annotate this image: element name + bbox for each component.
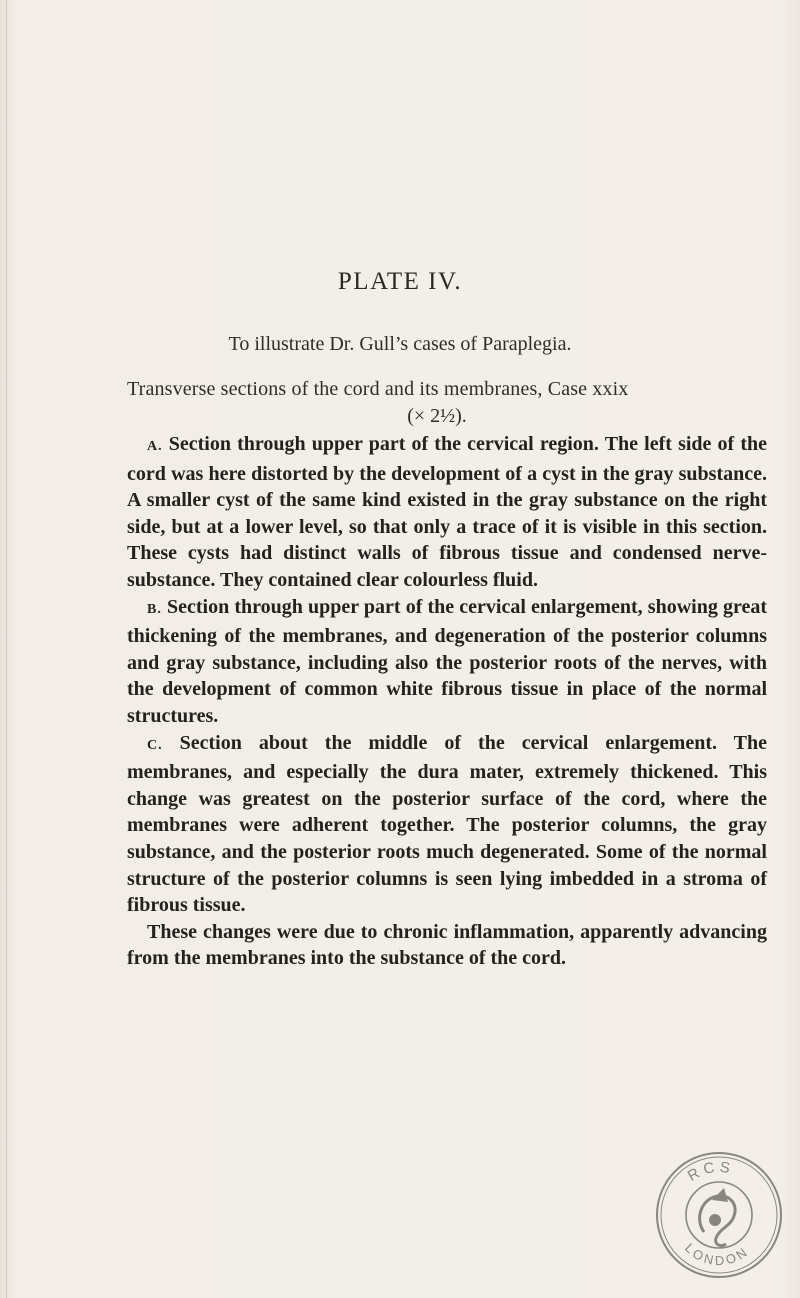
intro-line-2: (× 2½). xyxy=(407,405,467,427)
plate-description xyxy=(127,431,767,972)
stamp-bottom-text: LONDON xyxy=(682,1240,752,1269)
intro-line-1: Transverse sections of the cord and its membranes, Case xxix xyxy=(127,378,629,400)
paragraph-conclusion xyxy=(127,919,767,972)
paragraph-b xyxy=(127,594,767,730)
paragraph-c xyxy=(127,730,767,919)
paragraph-label: A. xyxy=(147,439,163,454)
paragraph-text: These changes were due to chronic inflammation, apparently advancing from the membranes into the substance of the cord. xyxy=(127,920,767,970)
paragraph-label: B. xyxy=(147,601,162,617)
intro-text xyxy=(127,376,767,430)
paragraph-text: Section through upper part of the cervical region. The left side of the cord was here distorted by the development of a cyst in the gray substance. A smaller cyst of the same kind existed in the gray substance on the right side, but at a lower level, so that only a trace of it is visible in this section. These cysts had distinct walls of fibrous tissue and condensed nerve-substance. They contained clear colourless fluid. xyxy=(127,433,767,591)
plate-title: PLATE IV. xyxy=(337,268,463,295)
binding-edge xyxy=(6,0,7,1298)
paragraph-text: Section about the middle of the cervical enlargement. The membranes, and especially the dura mater, extremely thickened. This change was greatest on the posterior surface of the cord, where the membranes were adherent together. The posterior columns, the gray substance, and the posterior roots much degenerated. Some of the normal structure of the posterior columns is seen lying imbedded in a stroma of fibrous tissue. xyxy=(127,731,767,917)
paragraph-a xyxy=(127,431,767,594)
paragraph-text: Section through upper part of the cervical enlargement, showing great thickening of the membranes, and degeneration of the posterior columns and gray substance, including also the posterior roots of the nerves, with the development of common white fibrous tissue in place of the normal structures. xyxy=(127,595,768,727)
paragraph-label: C. xyxy=(147,737,163,753)
stamp-top-text: RCS xyxy=(684,1158,736,1185)
plate-subtitle: To illustrate Dr. Gull’s cases of Paraplegia. xyxy=(228,333,572,355)
library-stamp-icon xyxy=(644,1140,794,1290)
